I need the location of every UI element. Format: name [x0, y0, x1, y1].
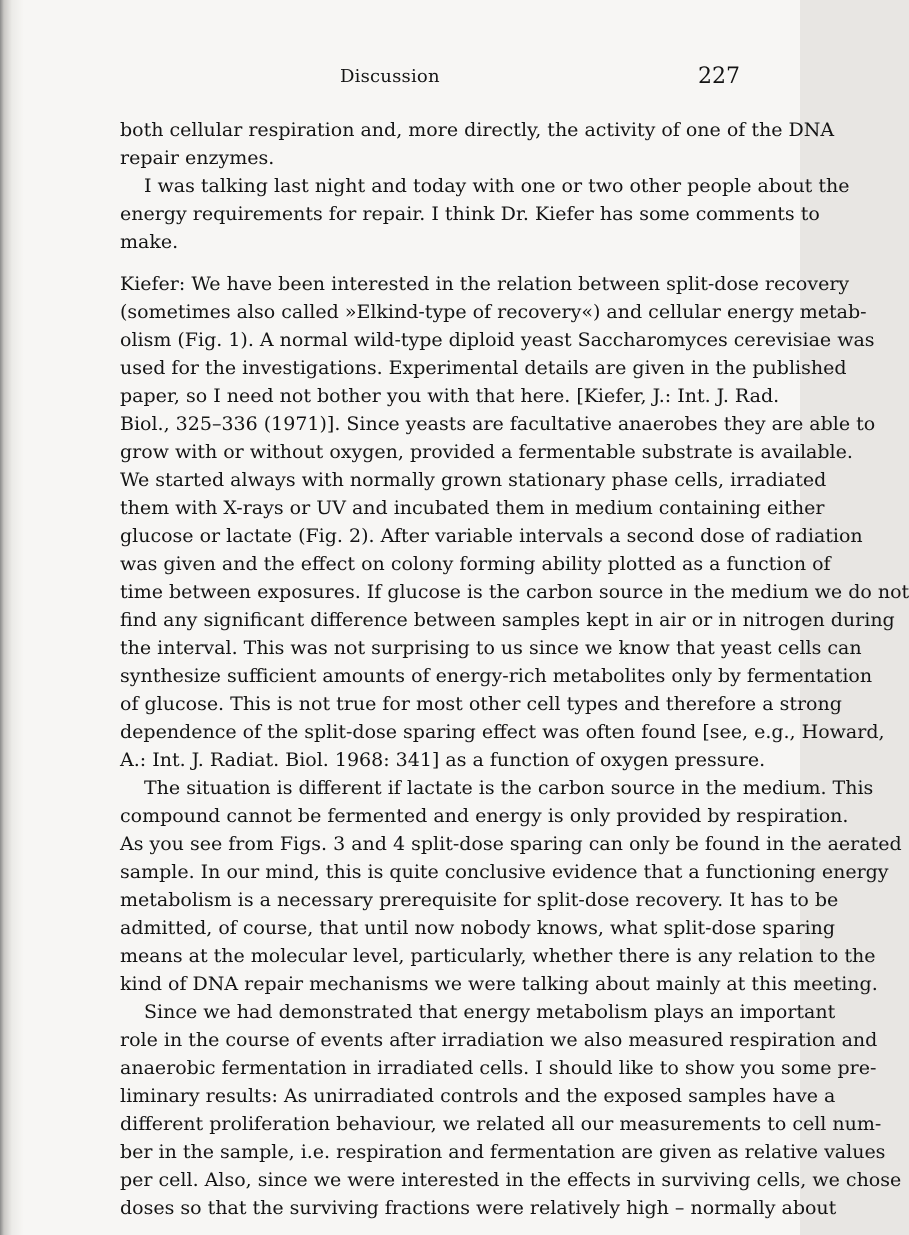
text-line: the interval. This was not surprising to us since we know that yeast cells can [120, 637, 862, 659]
text-line: metabolism is a necessary prerequisite for split-dose recovery. It has to be [120, 889, 839, 911]
text-line: Kiefer: We have been interested in the relation between split-dose recovery [120, 273, 850, 295]
text-line: A.: Int. J. Radiat. Biol. 1968: 341] as a function of oxygen pressure. [120, 749, 766, 771]
text-line: them with X-rays or UV and incubated them in medium containing either [120, 497, 825, 519]
text-line: time between exposures. If glucose is the carbon source in the medium we do not [120, 581, 909, 603]
text-line: doses so that the surviving fractions were relatively high – normally about [120, 1197, 837, 1219]
paragraph-gap [120, 256, 696, 270]
text-line: find any significant difference between samples kept in air or in nitrogen during [120, 609, 895, 631]
text-line: sample. In our mind, this is quite conclusive evidence that a functioning energy [120, 861, 889, 883]
text-line: synthesize sufficient amounts of energy-rich metabolites only by fermentation [120, 665, 873, 687]
text-line: per cell. Also, since we were interested in the effects in surviving cells, we chose [120, 1169, 902, 1191]
text-line: admitted, of course, that until now nobody knows, what split-dose sparing [120, 917, 836, 939]
running-title: Discussion [340, 66, 440, 87]
page-number: 227 [698, 64, 740, 89]
text-line: grow with or without oxygen, provided a fermentable substrate is available. [120, 441, 853, 463]
text-line: of glucose. This is not true for most other cell types and therefore a strong [120, 693, 842, 715]
text-line: role in the course of events after irradiation we also measured respiration and [120, 1029, 878, 1051]
text-line: Since we had demonstrated that energy metabolism plays an important [144, 1001, 836, 1023]
text-line: glucose or lactate (Fig. 2). After variable intervals a second dose of radiation [120, 525, 863, 547]
text-line: liminary results: As unirradiated controls and the exposed samples have a [120, 1085, 836, 1107]
text-line: kind of DNA repair mechanisms we were talking about mainly at this meeting. [120, 973, 878, 995]
running-head [0, 64, 800, 94]
text-line: I was talking last night and today with one or two other people about the [144, 175, 850, 197]
text-line: The situation is different if lactate is the carbon source in the medium. This [144, 777, 874, 799]
body-text [120, 116, 909, 1222]
text-line: dependence of the split-dose sparing effect was often found [see, e.g., Howard, [120, 721, 885, 743]
text-line: We started always with normally grown stationary phase cells, irradiated [120, 469, 827, 491]
text-line: was given and the effect on colony forming ability plotted as a function of [120, 553, 831, 575]
text-line: make. [120, 231, 179, 253]
text-line: repair enzymes. [120, 147, 275, 169]
text-line: Biol., 325–336 (1971)]. Since yeasts are facultative anaerobes they are able to [120, 413, 876, 435]
text-line: used for the investigations. Experimental details are given in the published [120, 357, 847, 379]
text-line: As you see from Figs. 3 and 4 split-dose sparing can only be found in the aerated [120, 833, 902, 855]
text-line: (sometimes also called »Elkind-type of recovery«) and cellular energy metab- [120, 301, 867, 323]
text-line: ber in the sample, i.e. respiration and fermentation are given as relative values [120, 1141, 886, 1163]
text-line: different proliferation behaviour, we related all our measurements to cell num- [120, 1113, 882, 1135]
text-line: paper, so I need not bother you with that here. [Kiefer, J.: Int. J. Rad. [120, 385, 780, 407]
text-line: olism (Fig. 1). A normal wild-type diploid yeast Saccharomyces cerevisiae was [120, 329, 875, 351]
text-line: energy requirements for repair. I think Dr. Kiefer has some comments to [120, 203, 820, 225]
text-line: compound cannot be fermented and energy is only provided by respiration. [120, 805, 849, 827]
text-line: both cellular respiration and, more directly, the activity of one of the DNA [120, 119, 835, 141]
text-line: means at the molecular level, particularly, whether there is any relation to the [120, 945, 876, 967]
text-line: anaerobic fermentation in irradiated cells. I should like to show you some pre- [120, 1057, 877, 1079]
